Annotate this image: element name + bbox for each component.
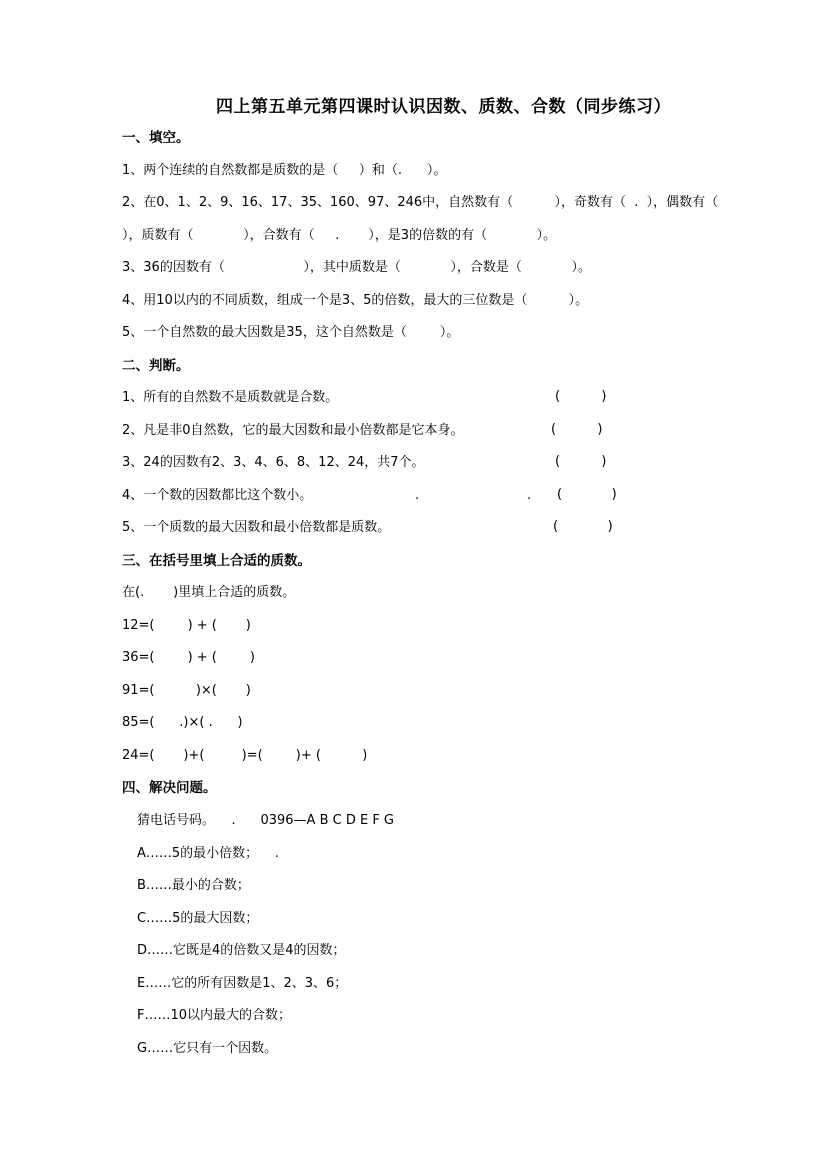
clue-b: B……最小的合数； [137, 878, 250, 893]
judge-item-5: 5、一个质数的最大因数和最小倍数都是质数。 [122, 520, 391, 535]
clue-c: C……5的最大因数； [137, 911, 259, 926]
section1-heading: 一、填空。 [122, 130, 190, 146]
stray-dot-1: . [415, 488, 420, 503]
section3-heading: 三、在括号里填上合适的质数。 [122, 553, 311, 569]
prime-equation-3: 91=( )×( ) [122, 683, 251, 698]
judge-item-3: 3、24的因数有2、3、4、6、8、12、24，共7个。 [122, 455, 425, 470]
fill-question-1: 1、两个连续的自然数都是质数的是（ ）和（. ）。 [122, 163, 447, 178]
judge-paren-4: ( ) [557, 487, 617, 502]
judge-item-2: 2、凡是非0自然数，它的最大因数和最小倍数都是它本身。 [122, 423, 464, 438]
judge-paren-2: ( ) [551, 422, 603, 437]
phone-puzzle-intro: 猜电话号码。 . 0396—A B C D E F G [137, 813, 394, 828]
fill-question-2-line1: 2、在0、1、2、9、16、17、35、160、97、246中，自然数有（ ），奇数有（ . ），偶数有（ [122, 195, 719, 210]
prime-equation-4: 85=( .)×( . ) [122, 715, 243, 730]
prime-equation-1: 12=( ) + ( ) [122, 618, 251, 633]
clue-f: F……10以内最大的合数； [137, 1008, 292, 1023]
fill-question-4: 4、用10以内的不同质数，组成一个是3、5的倍数，最大的三位数是（ ）。 [122, 293, 589, 308]
judge-paren-1: ( ) [555, 389, 607, 404]
clue-g: G……它只有一个因数。 [137, 1041, 278, 1056]
fill-question-5: 5、一个自然数的最大因数是35，这个自然数是（ ）。 [122, 325, 460, 340]
section3-intro: 在(. )里填上合适的质数。 [122, 585, 296, 600]
judge-item-1: 1、所有的自然数不是质数就是合数。 [122, 390, 339, 405]
clue-d: D……它既是4的倍数又是4的因数； [137, 943, 346, 958]
judge-paren-3: ( ) [555, 454, 607, 469]
page-title: 四上第五单元第四课时认识因数、质数、合数（同步练习） [216, 97, 671, 117]
fill-question-2-line2: ），质数有（ ），合数有（ . ），是3的倍数的有（ ）。 [122, 228, 557, 243]
prime-equation-2: 36=( ) + ( ) [122, 650, 255, 665]
clue-a: A……5的最小倍数； . [137, 846, 279, 861]
section2-heading: 二、判断。 [122, 358, 190, 374]
judge-paren-5: ( ) [553, 519, 613, 534]
section4-heading: 四、解决问题。 [122, 780, 217, 796]
judge-item-4: 4、一个数的因数都比这个数小。 [122, 488, 313, 503]
clue-e: E……它的所有因数是1、2、3、6； [137, 976, 348, 991]
prime-equation-5: 24=( )+( )=( )+ ( ) [122, 748, 368, 763]
fill-question-3: 3、36的因数有（ ），其中质数是（ ），合数是（ ）。 [122, 260, 592, 275]
stray-dot-2: . [527, 488, 532, 503]
